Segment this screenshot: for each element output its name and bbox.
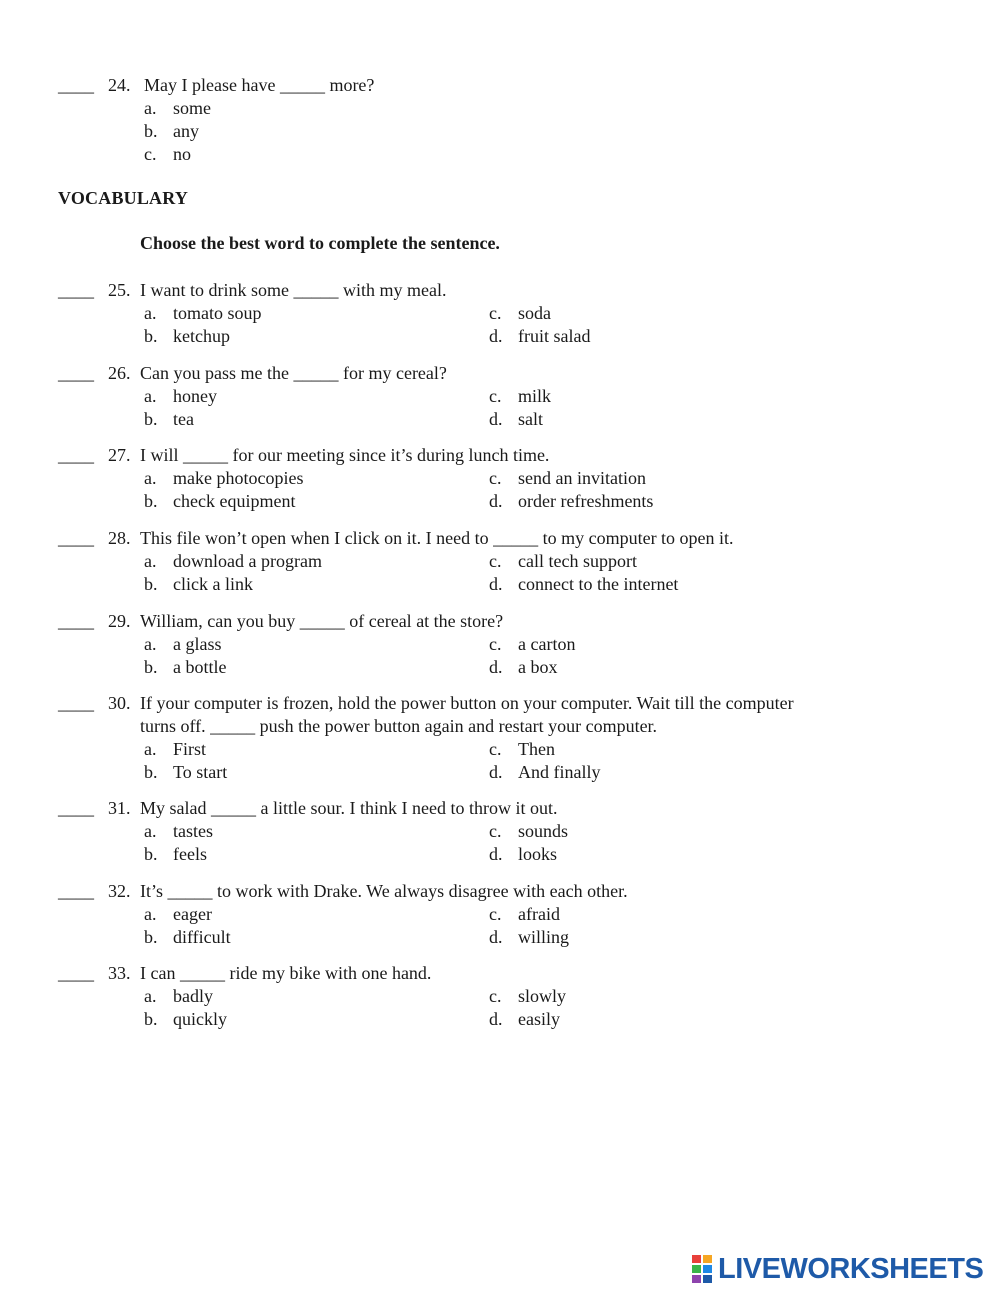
option-text: send an invitation xyxy=(518,468,646,488)
option-letter: c. xyxy=(489,821,502,841)
answer-blank[interactable]: ____ xyxy=(58,611,94,631)
logo-text: LIVEWORKSHEETS xyxy=(718,1252,984,1285)
option-letter: a. xyxy=(144,634,157,654)
option-letter: b. xyxy=(144,927,158,947)
option-letter: d. xyxy=(489,844,503,864)
option-letter: b. xyxy=(144,491,158,511)
question-28 xyxy=(58,527,918,596)
option-letter: a. xyxy=(144,303,157,323)
option-text: tea xyxy=(173,409,194,429)
option-letter: c. xyxy=(489,634,502,654)
question-stem: Can you pass me the _____ for my cereal? xyxy=(140,363,447,383)
question-number: 29. xyxy=(108,611,131,631)
option-letter: a. xyxy=(144,904,157,924)
option-letter: b. xyxy=(144,409,158,429)
option-text: no xyxy=(173,144,191,164)
option-letter: c. xyxy=(489,904,502,924)
option-letter: c. xyxy=(489,303,502,323)
option-text: make photocopies xyxy=(173,468,304,488)
option-letter: d. xyxy=(489,762,503,782)
answer-blank[interactable]: ____ xyxy=(58,528,94,548)
question-number: 31. xyxy=(108,798,131,818)
option-letter: a. xyxy=(144,98,157,118)
question-26 xyxy=(58,362,918,431)
option-text: download a program xyxy=(173,551,322,571)
question-stem: My salad _____ a little sour. I think I need to throw it out. xyxy=(140,798,558,818)
option-text: a box xyxy=(518,657,558,677)
option-text: tomato soup xyxy=(173,303,262,323)
option-text: afraid xyxy=(518,904,560,924)
option-text: easily xyxy=(518,1009,560,1029)
option-text: And finally xyxy=(518,762,601,782)
option-letter: b. xyxy=(144,844,158,864)
question-stem: I can _____ ride my bike with one hand. xyxy=(140,963,432,983)
option-text: call tech support xyxy=(518,551,637,571)
option-letter: d. xyxy=(489,657,503,677)
section-heading: VOCABULARY xyxy=(58,188,189,208)
question-stem: If your computer is frozen, hold the power button on your computer. Wait till the computer xyxy=(140,693,794,713)
option-letter: d. xyxy=(489,1009,503,1029)
question-stem: I will _____ for our meeting since it’s during lunch time. xyxy=(140,445,550,465)
option-letter: a. xyxy=(144,821,157,841)
question-number: 26. xyxy=(108,363,131,383)
option-letter: a. xyxy=(144,551,157,571)
option-text: connect to the internet xyxy=(518,574,679,594)
option-text: check equipment xyxy=(173,491,296,511)
answer-blank[interactable]: ____ xyxy=(58,881,94,901)
question-stem: I want to drink some _____ with my meal. xyxy=(140,280,447,300)
question-27 xyxy=(58,444,918,513)
option-letter: c. xyxy=(489,468,502,488)
option-text: To start xyxy=(173,762,228,782)
option-text: Then xyxy=(518,739,555,759)
option-text: a carton xyxy=(518,634,576,654)
question-stem: It’s _____ to work with Drake. We always disagree with each other. xyxy=(140,881,628,901)
question-number: 33. xyxy=(108,963,131,983)
question-stem: May I please have _____ more? xyxy=(144,75,375,95)
logo-mark-icon xyxy=(692,1255,714,1283)
option-text: First xyxy=(173,739,207,759)
liveworksheets-logo xyxy=(692,1252,983,1286)
option-letter: b. xyxy=(144,657,158,677)
question-33 xyxy=(58,962,918,1031)
option-text: willing xyxy=(518,927,570,947)
option-text: fruit salad xyxy=(518,326,591,346)
option-letter: a. xyxy=(144,986,157,1006)
question-number: 27. xyxy=(108,445,131,465)
question-stem: This file won’t open when I click on it. I need to _____ to my computer to open it. xyxy=(140,528,734,548)
question-31 xyxy=(58,797,918,866)
option-text: salt xyxy=(518,409,543,429)
question-24 xyxy=(58,74,918,166)
answer-blank[interactable]: ____ xyxy=(58,280,94,300)
option-letter: d. xyxy=(489,409,503,429)
option-letter: d. xyxy=(489,574,503,594)
option-letter: a. xyxy=(144,739,157,759)
option-text: a bottle xyxy=(173,657,227,677)
answer-blank[interactable]: ____ xyxy=(58,363,94,383)
option-text: a glass xyxy=(173,634,222,654)
question-number: 30. xyxy=(108,693,131,713)
option-letter: d. xyxy=(489,927,503,947)
option-letter: c. xyxy=(489,551,502,571)
option-letter: c. xyxy=(489,739,502,759)
option-letter: b. xyxy=(144,121,158,141)
question-25 xyxy=(58,279,918,348)
option-text: slowly xyxy=(518,986,567,1006)
option-text: order refreshments xyxy=(518,491,654,511)
answer-blank[interactable]: ____ xyxy=(58,445,94,465)
option-text: feels xyxy=(173,844,207,864)
answer-blank[interactable]: ____ xyxy=(58,798,94,818)
option-letter: c. xyxy=(144,144,157,164)
option-text: honey xyxy=(173,386,217,406)
section-instruction: Choose the best word to complete the sentence. xyxy=(140,233,500,253)
question-29 xyxy=(58,610,918,679)
answer-blank[interactable]: ____ xyxy=(58,963,94,983)
question-30 xyxy=(58,692,918,784)
question-32 xyxy=(58,880,918,949)
option-text: tastes xyxy=(173,821,213,841)
option-letter: a. xyxy=(144,386,157,406)
question-number: 32. xyxy=(108,881,131,901)
question-number: 25. xyxy=(108,280,131,300)
option-letter: d. xyxy=(489,326,503,346)
answer-blank[interactable]: ____ xyxy=(58,75,94,95)
option-letter: b. xyxy=(144,326,158,346)
answer-blank[interactable]: ____ xyxy=(58,693,94,713)
option-letter: b. xyxy=(144,574,158,594)
option-text: difficult xyxy=(173,927,231,947)
question-stem-continued: turns off. _____ push the power button again and restart your computer. xyxy=(140,716,658,736)
option-text: ketchup xyxy=(173,326,230,346)
option-text: quickly xyxy=(173,1009,227,1029)
option-letter: c. xyxy=(489,386,502,406)
option-text: eager xyxy=(173,904,212,924)
option-letter: a. xyxy=(144,468,157,488)
option-text: sounds xyxy=(518,821,569,841)
question-number: 24. xyxy=(108,75,131,95)
question-stem: William, can you buy _____ of cereal at the store? xyxy=(140,611,504,631)
option-letter: b. xyxy=(144,1009,158,1029)
option-text: looks xyxy=(518,844,558,864)
option-text: soda xyxy=(518,303,551,323)
option-letter: b. xyxy=(144,762,158,782)
question-number: 28. xyxy=(108,528,131,548)
option-letter: d. xyxy=(489,491,503,511)
option-text: milk xyxy=(518,386,552,406)
option-text: any xyxy=(173,121,199,141)
option-text: click a link xyxy=(173,574,253,594)
option-text: some xyxy=(173,98,211,118)
option-letter: c. xyxy=(489,986,502,1006)
option-text: badly xyxy=(173,986,213,1006)
